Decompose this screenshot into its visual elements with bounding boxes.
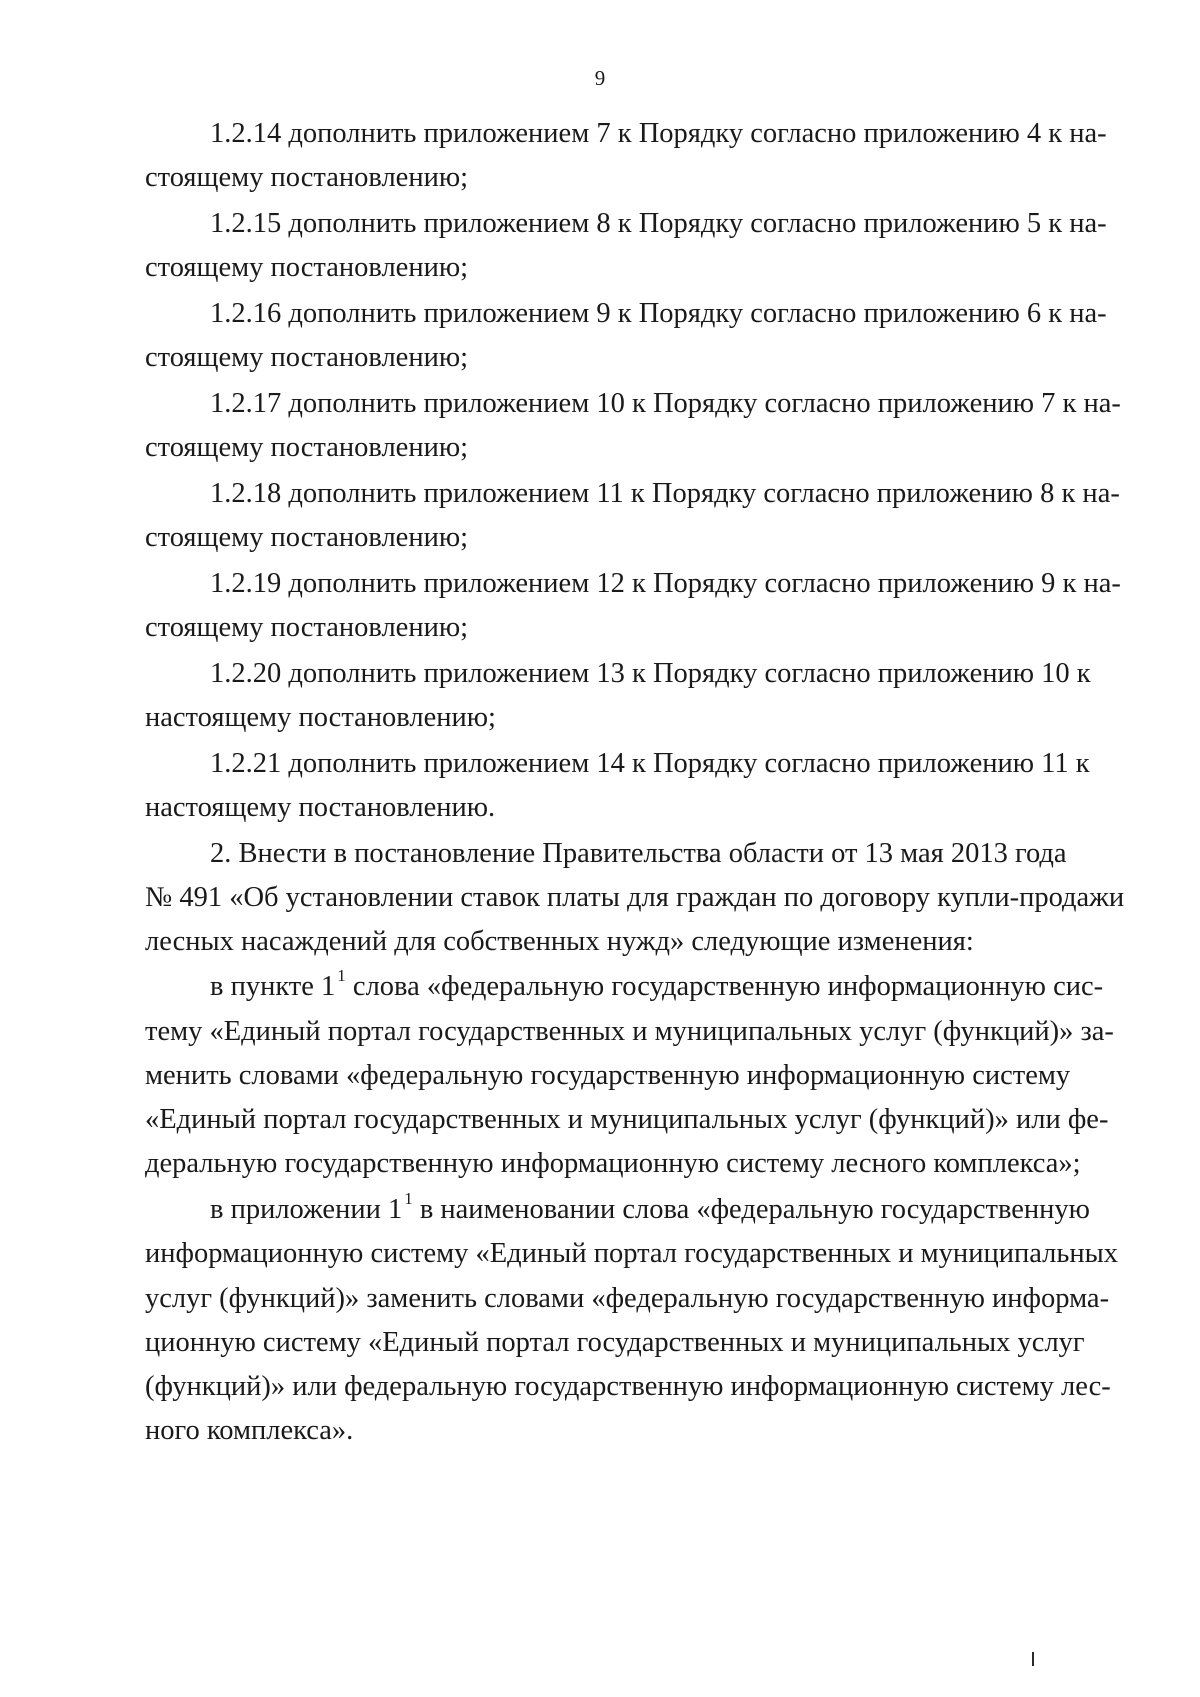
item-1-2-20-line-2: настоящему постановлению; — [145, 702, 496, 733]
item-1-2-14-line-2: стоящему постановлению; — [145, 162, 469, 193]
clause-appendix-1-1-line-6: ного комплекса». — [145, 1415, 354, 1446]
item-1-2-15-line-1: 1.2.15 дополнить приложением 8 к Порядку согласно приложению 5 к на- — [210, 208, 1107, 239]
clause-appendix-1-1-line-2: информационную систему «Единый портал государственных и муниципальных — [145, 1238, 1118, 1269]
scan-mark — [1032, 1652, 1034, 1666]
superscript-1: 1 — [337, 966, 346, 985]
clause-appendix-1-1-line-3: услуг (функций)» заменить словами «федеральную государственную информа- — [145, 1283, 1110, 1314]
item-1-2-15-line-2: стоящему постановлению; — [145, 252, 469, 283]
item-1-2-17-line-2: стоящему постановлению; — [145, 432, 469, 463]
item-2-line-3: лесных насаждений для собственных нужд» следующие изменения: — [145, 926, 974, 957]
item-2-line-1: 2. Внести в постановление Правительства области от 13 мая 2013 года — [210, 838, 1067, 869]
item-1-2-21-line-2: настоящему постановлению. — [145, 792, 496, 823]
clause-point-1-1-line-3: менить словами «федеральную государственную информационную систему — [145, 1060, 1071, 1091]
item-1-2-20-line-1: 1.2.20 дополнить приложением 13 к Порядку согласно приложению 10 к — [210, 658, 1091, 689]
superscript-1: 1 — [404, 1189, 413, 1208]
item-1-2-19-line-2: стоящему постановлению; — [145, 612, 469, 643]
clause-appendix-1-1-text-b: в наименовании слова «федеральную государственную — [412, 1194, 1090, 1225]
clause-appendix-1-1-text-a: в приложении 1 — [210, 1194, 403, 1225]
item-1-2-19-line-1: 1.2.19 дополнить приложением 12 к Порядку согласно приложению 9 к на- — [210, 568, 1121, 599]
clause-point-1-1-text-b: слова «федеральную государственную информационную сис- — [345, 971, 1104, 1002]
item-1-2-18-line-2: стоящему постановлению; — [145, 522, 469, 553]
clause-appendix-1-1-line-1 — [210, 1189, 1090, 1233]
clause-point-1-1-line-1 — [210, 966, 1104, 1010]
clause-point-1-1-line-2: тему «Единый портал государственных и муниципальных услуг (функций)» за- — [145, 1016, 1114, 1047]
item-1-2-14-line-1: 1.2.14 дополнить приложением 7 к Порядку согласно приложению 4 к на- — [210, 118, 1107, 149]
clause-point-1-1-line-5: деральную государственную информационную систему лесного комплекса»; — [145, 1148, 1081, 1179]
item-1-2-21-line-1: 1.2.21 дополнить приложением 14 к Порядку согласно приложению 11 к — [210, 748, 1090, 779]
clause-point-1-1-line-4: «Единый портал государственных и муниципальных услуг (функций)» или фе- — [145, 1104, 1109, 1135]
item-1-2-18-line-1: 1.2.18 дополнить приложением 11 к Порядку согласно приложению 8 к на- — [210, 478, 1120, 509]
clause-appendix-1-1-line-5: (функций)» или федеральную государственную информационную систему лес- — [145, 1371, 1111, 1402]
item-2-line-2: № 491 «Об установлении ставок платы для граждан по договору купли-продажи — [145, 882, 1125, 913]
item-1-2-16-line-2: стоящему постановлению; — [145, 342, 469, 373]
clause-appendix-1-1-line-4: ционную систему «Единый портал государственных и муниципальных услуг — [145, 1327, 1085, 1358]
item-1-2-16-line-1: 1.2.16 дополнить приложением 9 к Порядку согласно приложению 6 к на- — [210, 298, 1107, 329]
clause-point-1-1-text-a: в пункте 1 — [210, 971, 336, 1002]
item-1-2-17-line-1: 1.2.17 дополнить приложением 10 к Порядку согласно приложению 7 к на- — [210, 388, 1121, 419]
page-number: 9 — [594, 66, 606, 90]
